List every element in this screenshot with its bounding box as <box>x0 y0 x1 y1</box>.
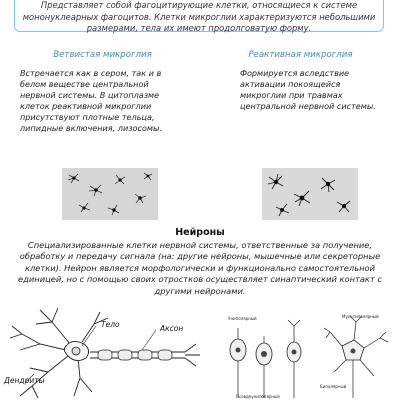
reactive-microglia-text: Формируется вследствие активации покоящейся микроглии при травмах центральной нервной системы. <box>240 68 376 111</box>
label-bipolar: Биполярный <box>320 384 347 389</box>
label-pseudounipolar: Псевдоуниполярный <box>236 394 280 399</box>
reactive-microglia-micrograph <box>262 168 358 220</box>
label-multipolar: Мультиполярный <box>342 314 379 319</box>
branched-microglia-micrograph <box>62 168 158 220</box>
neuron-types-diagram <box>214 310 394 400</box>
label-dendrites: Дендриты <box>4 376 45 385</box>
reactive-microglia-title: Реактивная микроглия <box>248 50 353 60</box>
label-unipolar: Униполярный <box>228 316 257 321</box>
neurons-title: Нейроны <box>175 227 225 238</box>
intro-text: Представляет собой фагоцитирующие клетки, относящиеся к системе мононуклеарных фагоцитов. Клетки микроглии характеризуются небольшими размерами, тела их имеют продолговатую форму. <box>22 0 376 33</box>
branched-microglia-title: Ветвистая микроглия <box>53 50 152 60</box>
label-axon: Аксон <box>160 324 184 333</box>
label-body: Тело <box>101 320 120 329</box>
branched-microglia-text: Встречается как в сером, так и в белом веществе центральной нервной системы. В цитоплазме клеток реактивной микроглии присутствуют плотные тельца, липидные включения, лизосомы. <box>20 68 162 133</box>
neuron-structure-diagram <box>0 304 205 400</box>
neurons-text: Специализированные клетки нервной системы, ответственные за получение, обработку и передачу сигнала (на: другие нейроны, мышечные или секреторные клетки). Нейрон является морфологически и функционально самостоятельной единицей, но с помощью своих отростков осуществляет синаптический контакт с другими нейронами. <box>18 240 382 296</box>
